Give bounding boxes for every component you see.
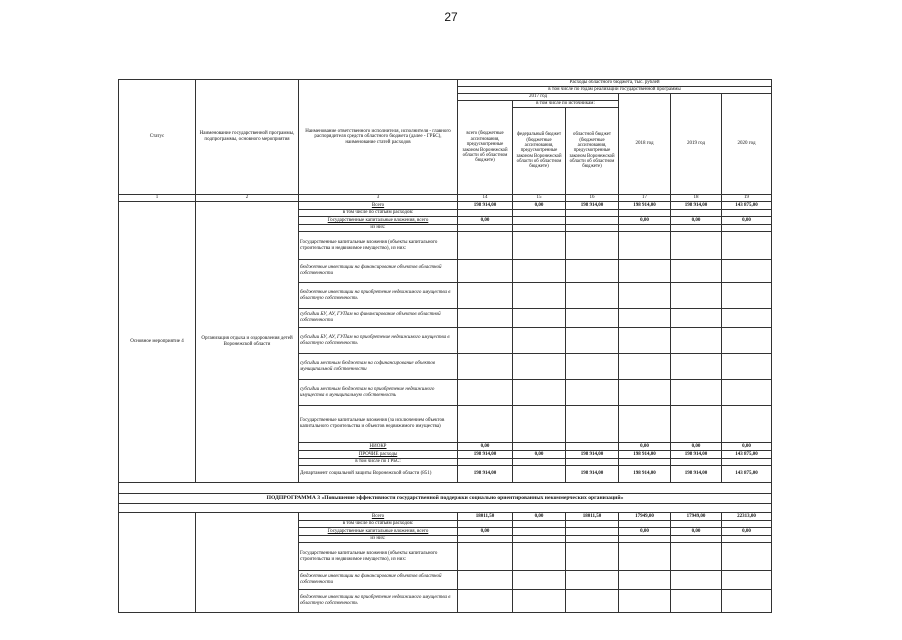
row-value (722, 260, 772, 283)
row-label: субсидии БУ, АУ, ГУПам на финансирование объектов областной собственности (299, 309, 458, 328)
row-value: 0,00 (722, 528, 772, 536)
row-value: 17949,00 (619, 513, 671, 521)
row-value (458, 210, 513, 217)
spacer-row (119, 483, 772, 494)
header-total-col: всего (бюджетные ассигнования, предусмотренные законом Воронежской области об областном бюджете) (458, 101, 513, 195)
row-value: 0,00 (513, 513, 566, 521)
row-value (722, 225, 772, 232)
row-value (566, 443, 619, 451)
row-value (722, 459, 772, 466)
row-value (671, 260, 722, 283)
row-value (671, 309, 722, 328)
row-label: субсидии БУ, АУ, ГУПам на приобретение недвижимого имущества в областную собственность (299, 328, 458, 354)
column-number: 3 (299, 195, 458, 202)
row-value: 198 914,00 (458, 451, 513, 459)
row-value (671, 380, 722, 406)
row-value (458, 380, 513, 406)
table-row (119, 513, 772, 521)
row-value (458, 354, 513, 380)
row-label: Государственные капитальные вложения, всего (299, 528, 458, 536)
row-value (619, 225, 671, 232)
row-label: бюджетные инвестиции на приобретение недвижимого имущества в областную собственность (299, 283, 458, 309)
column-number: 19 (722, 195, 772, 202)
row-label: из них: (299, 536, 458, 543)
row-value (458, 536, 513, 543)
row-label: Всего (299, 513, 458, 521)
row-value (513, 543, 566, 571)
row-value (671, 210, 722, 217)
row-label: в том числе по статьям расходов: (299, 521, 458, 528)
row-label: Государственные капитальные вложения, всего (299, 217, 458, 225)
row-value: 18011,50 (566, 513, 619, 521)
row-value (458, 543, 513, 571)
row-status (119, 513, 196, 613)
row-value (513, 406, 566, 443)
row-value (722, 309, 772, 328)
row-value (619, 590, 671, 613)
row-value: 198 914,00 (458, 466, 513, 483)
row-value: 198 914,00 (566, 202, 619, 210)
row-value: 0,00 (458, 443, 513, 451)
row-label: НИОКР (299, 443, 458, 451)
row-value: 198 914,00 (619, 466, 671, 483)
row-label: Государственные капитальные вложения (за исключением объектов капитального строительства и объектов недвижимого имущества) (299, 406, 458, 443)
row-value: 198 914,00 (671, 451, 722, 459)
row-label: бюджетные инвестиции на финансирование объектов областной собственности (299, 571, 458, 590)
row-value (722, 571, 772, 590)
row-value (722, 590, 772, 613)
row-value: 198 914,00 (566, 451, 619, 459)
row-value (619, 459, 671, 466)
row-value (513, 466, 566, 483)
header-status: Статус (119, 80, 196, 195)
row-value (722, 521, 772, 528)
row-value (458, 328, 513, 354)
header-2019: 2019 год (671, 94, 722, 195)
row-value (513, 210, 566, 217)
row-value (566, 521, 619, 528)
row-value (671, 232, 722, 260)
page-number: 27 (444, 10, 458, 24)
subprogram-title: ПОДПРОГРАММА 3 «Повышение эффективности государственной поддержки социально ориентированных некоммерческих организаций» (119, 494, 772, 504)
row-value (513, 536, 566, 543)
row-value (671, 543, 722, 571)
row-value (513, 590, 566, 613)
row-value (566, 328, 619, 354)
row-label: субсидии местным бюджетам на софинансирование объектов муниципальной собственности (299, 354, 458, 380)
row-value (671, 521, 722, 528)
row-value (566, 309, 619, 328)
header-executor-name: Наименование ответственного исполнителя, исполнителя - главного распорядителя средств областного бюджета (далее - ГРБС), наименование статей расходов (299, 80, 458, 195)
row-value (566, 232, 619, 260)
row-value: 0,00 (671, 443, 722, 451)
row-value (513, 309, 566, 328)
header-2020: 2020 год (722, 94, 772, 195)
row-value (513, 354, 566, 380)
budget-table (118, 79, 772, 613)
row-program: Организация отдыха и оздоровления детей Воронежской области (196, 202, 299, 483)
row-value (566, 590, 619, 613)
row-value (722, 328, 772, 354)
row-value: 18011,50 (458, 513, 513, 521)
row-value (619, 571, 671, 590)
row-value (458, 571, 513, 590)
row-value (671, 536, 722, 543)
row-value (619, 232, 671, 260)
row-value: 0,00 (671, 217, 722, 225)
table-row (119, 202, 772, 210)
row-label: Всего (299, 202, 458, 210)
column-number: 14 (458, 195, 513, 202)
row-value: 198 914,00 (671, 202, 722, 210)
row-label: из них: (299, 225, 458, 232)
column-numbers-row (119, 195, 772, 202)
row-value: 0,00 (458, 217, 513, 225)
row-value: 22313,00 (722, 513, 772, 521)
row-value (513, 283, 566, 309)
row-status: Основное мероприятие 4 (119, 202, 196, 483)
column-number: 1 (119, 195, 196, 202)
row-value: 143 875,00 (722, 202, 772, 210)
row-value (671, 283, 722, 309)
row-value (671, 459, 722, 466)
row-label: в том числе по ГРБС: (299, 459, 458, 466)
row-value (513, 571, 566, 590)
row-value: 198 914,00 (671, 466, 722, 483)
row-value (619, 536, 671, 543)
spacer-cell (119, 483, 772, 494)
column-number: 16 (566, 195, 619, 202)
row-value (566, 543, 619, 571)
row-value (722, 232, 772, 260)
row-value: 198 914,00 (619, 202, 671, 210)
header-federal-col: федеральный бюджет (бюджетные ассигнования, предусмотренные законом Воронежской области об областном бюджете) (513, 108, 566, 195)
row-value (566, 571, 619, 590)
row-value: 0,00 (619, 443, 671, 451)
row-value (458, 521, 513, 528)
row-value (566, 354, 619, 380)
row-label: бюджетные инвестиции на финансирование объектов областной собственности (299, 260, 458, 283)
row-value (458, 232, 513, 260)
row-label: субсидии местным бюджетам на приобретение недвижимого имущества в муниципальную собственность (299, 380, 458, 406)
row-program (196, 513, 299, 613)
row-value (671, 225, 722, 232)
row-value (513, 528, 566, 536)
subprogram-row (119, 494, 772, 504)
row-value (671, 354, 722, 380)
row-value (458, 406, 513, 443)
row-value: 17949,00 (671, 513, 722, 521)
header-expenses-title: Расходы областного бюджета, тыс. рублей (458, 80, 772, 87)
row-label: Государственные капитальные вложения (объекты капитального строительства и недвижимое имущество), из них: (299, 543, 458, 571)
row-value (566, 380, 619, 406)
row-value (566, 260, 619, 283)
row-value: 0,00 (671, 528, 722, 536)
row-value (619, 521, 671, 528)
row-value (722, 543, 772, 571)
row-value (513, 260, 566, 283)
row-value (619, 406, 671, 443)
row-value: 0,00 (619, 528, 671, 536)
row-value (566, 406, 619, 443)
row-value (619, 543, 671, 571)
row-value (513, 328, 566, 354)
row-label: в том числе по статьям расходов: (299, 210, 458, 217)
spacer-row (119, 504, 772, 513)
row-value (566, 283, 619, 309)
row-value (566, 459, 619, 466)
row-value: 0,00 (513, 202, 566, 210)
spacer-cell (119, 504, 772, 513)
row-value (619, 210, 671, 217)
header-regional-col: областной бюджет (бюджетные ассигнования, предусмотренные законом Воронежской области об областном бюджете) (566, 108, 619, 195)
row-value (458, 260, 513, 283)
row-value: 0,00 (513, 451, 566, 459)
row-label: Департамент социальной защиты Воронежской области (851) (299, 466, 458, 483)
column-number: 15 (513, 195, 566, 202)
row-value: 0,00 (722, 443, 772, 451)
row-value (671, 406, 722, 443)
row-value (513, 217, 566, 225)
row-value (513, 459, 566, 466)
row-value (458, 309, 513, 328)
row-value (619, 283, 671, 309)
row-value (513, 380, 566, 406)
row-value (722, 536, 772, 543)
row-value (619, 354, 671, 380)
row-label: бюджетные инвестиции на приобретение недвижимого имущества в областную собственность (299, 590, 458, 613)
row-value (513, 443, 566, 451)
row-value (458, 590, 513, 613)
row-label: ПРОЧИЕ расходы (299, 451, 458, 459)
row-value: 198 914,00 (566, 466, 619, 483)
row-value (513, 225, 566, 232)
row-value (619, 380, 671, 406)
row-value (722, 354, 772, 380)
row-value (566, 217, 619, 225)
header-by-years: в том числе по годам реализации государственной программы (458, 87, 772, 94)
row-value (722, 210, 772, 217)
column-number: 18 (671, 195, 722, 202)
row-value (722, 406, 772, 443)
row-value (722, 283, 772, 309)
row-value (566, 225, 619, 232)
row-value (513, 521, 566, 528)
row-value (619, 260, 671, 283)
column-number: 2 (196, 195, 299, 202)
row-value: 143 875,00 (722, 451, 772, 459)
row-value (619, 309, 671, 328)
row-value (566, 536, 619, 543)
row-value (671, 590, 722, 613)
row-value: 198 914,00 (458, 202, 513, 210)
row-value (722, 380, 772, 406)
header-2018: 2018 год (619, 94, 671, 195)
row-value (671, 328, 722, 354)
row-label: Государственные капитальные вложения (объекты капитального строительства и недвижимое имущество), из них: (299, 232, 458, 260)
row-value (566, 210, 619, 217)
row-value (671, 571, 722, 590)
header-by-sources: в том числе по источникам: (513, 101, 619, 108)
row-value: 0,00 (619, 217, 671, 225)
row-value: 198 914,00 (619, 451, 671, 459)
row-value (458, 283, 513, 309)
row-value (458, 225, 513, 232)
row-value (513, 232, 566, 260)
row-value (619, 328, 671, 354)
row-value (458, 459, 513, 466)
row-value: 0,00 (722, 217, 772, 225)
header-year-2017: 2017 год (458, 94, 619, 101)
column-number: 17 (619, 195, 671, 202)
row-value (566, 528, 619, 536)
row-value: 143 875,00 (722, 466, 772, 483)
row-value: 0,00 (458, 528, 513, 536)
header-program-name: Наименование государственной программы, подпрограммы, основного мероприятия (196, 80, 299, 195)
